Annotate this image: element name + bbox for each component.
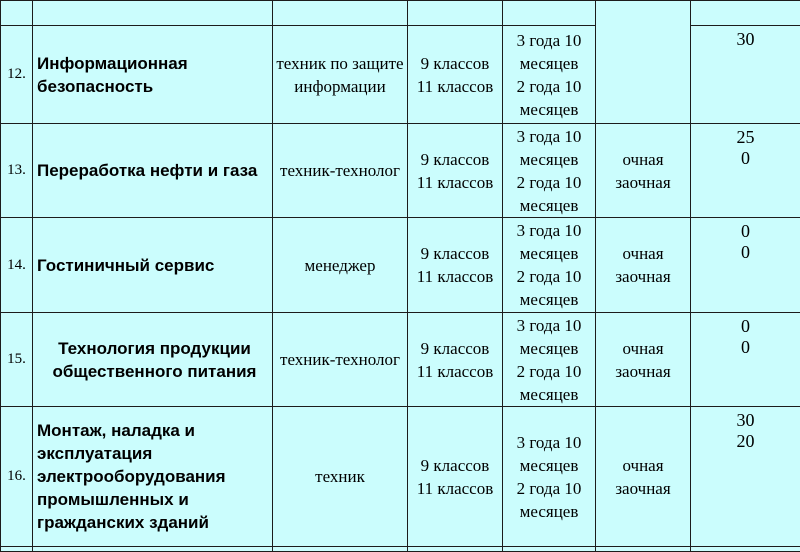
base-line: 9 классов	[408, 148, 502, 171]
row-number: 14.	[1, 218, 33, 313]
base-line: 9 классов	[408, 52, 502, 75]
specialty-name: Монтаж, наладка и эксплуатация электрооборудования промышленных и гражданских зданий	[33, 407, 273, 547]
specialty-name: Гостиничный сервис	[33, 218, 273, 313]
table-row	[1, 407, 800, 547]
term-line: 3 года 10	[503, 125, 595, 148]
admission-plan	[691, 407, 800, 547]
plan-value: 30	[691, 29, 800, 50]
base-line: 11 классов	[408, 265, 502, 288]
plan-value: 0	[691, 242, 800, 263]
education-base	[408, 124, 503, 218]
header-cell	[408, 1, 503, 26]
form-line: очная	[596, 337, 690, 360]
qualification: техник-технолог	[273, 124, 408, 218]
footer-cell	[596, 547, 691, 552]
form-line: заочная	[596, 265, 690, 288]
row-number: 15.	[1, 313, 33, 407]
study-term	[503, 26, 596, 124]
plan-value: 20	[691, 431, 800, 452]
plan-value: 0	[691, 221, 800, 242]
plan-value: 25	[691, 127, 800, 148]
education-base	[408, 26, 503, 124]
qualification: техник-технолог	[273, 313, 408, 407]
row-number: 16.	[1, 407, 33, 547]
qualification: техник по защите информации	[273, 26, 408, 124]
education-base	[408, 313, 503, 407]
header-cell	[33, 1, 273, 26]
header-cell	[1, 1, 33, 26]
form-line: очная	[596, 148, 690, 171]
specialty-name: Информационная безопасность	[33, 26, 273, 124]
footer-cell	[503, 547, 596, 552]
table-row	[1, 26, 800, 124]
table-row	[1, 124, 800, 218]
term-line: 3 года 10	[503, 219, 595, 242]
admission-plan	[691, 218, 800, 313]
header-cell	[273, 1, 408, 26]
footer-cell	[33, 547, 273, 552]
base-line: 9 классов	[408, 454, 502, 477]
study-term	[503, 124, 596, 218]
plan-value: 0	[691, 337, 800, 358]
term-line: месяцев	[503, 454, 595, 477]
term-line: месяцев	[503, 500, 595, 523]
study-term	[503, 218, 596, 313]
admission-plan	[691, 26, 800, 124]
plan-value: 0	[691, 316, 800, 337]
footer-cell	[273, 547, 408, 552]
base-line: 11 классов	[408, 360, 502, 383]
term-line: месяцев	[503, 194, 595, 217]
term-line: месяцев	[503, 337, 595, 360]
specialty-name: Технология продукции общественного питания	[33, 313, 273, 407]
term-line: месяцев	[503, 242, 595, 265]
term-line: 3 года 10	[503, 314, 595, 337]
header-row-stub	[1, 1, 800, 26]
study-form	[596, 26, 691, 124]
term-line: 3 года 10	[503, 431, 595, 454]
header-cell	[691, 1, 800, 26]
base-line: 9 классов	[408, 242, 502, 265]
term-line: месяцев	[503, 288, 595, 311]
study-form	[596, 407, 691, 547]
term-line: 2 года 10	[503, 171, 595, 194]
plan-value: 0	[691, 148, 800, 169]
term-line: 2 года 10	[503, 360, 595, 383]
term-line: месяцев	[503, 98, 595, 121]
header-cell	[596, 1, 691, 26]
form-line: заочная	[596, 171, 690, 194]
specialty-name: Переработка нефти и газа	[33, 124, 273, 218]
form-line: заочная	[596, 477, 690, 500]
admission-plan	[691, 313, 800, 407]
term-line: 2 года 10	[503, 265, 595, 288]
header-cell	[503, 1, 596, 26]
form-line: очная	[596, 454, 690, 477]
term-line: 2 года 10	[503, 75, 595, 98]
footer-cell	[1, 547, 33, 552]
study-form	[596, 218, 691, 313]
term-line: 3 года 10	[503, 29, 595, 52]
education-base	[408, 218, 503, 313]
table-row	[1, 313, 800, 407]
table-row	[1, 218, 800, 313]
term-line: месяцев	[503, 383, 595, 406]
base-line: 11 классов	[408, 171, 502, 194]
base-line: 11 классов	[408, 75, 502, 98]
qualification: техник	[273, 407, 408, 547]
term-line: месяцев	[503, 148, 595, 171]
admission-plan	[691, 124, 800, 218]
study-term	[503, 313, 596, 407]
study-term	[503, 407, 596, 547]
footer-cell	[408, 547, 503, 552]
form-line: очная	[596, 242, 690, 265]
row-number: 13.	[1, 124, 33, 218]
base-line: 11 классов	[408, 477, 502, 500]
study-form	[596, 124, 691, 218]
qualification: менеджер	[273, 218, 408, 313]
education-base	[408, 407, 503, 547]
footer-cell	[691, 547, 800, 552]
term-line: месяцев	[503, 52, 595, 75]
study-form	[596, 313, 691, 407]
plan-value: 30	[691, 410, 800, 431]
term-line: 2 года 10	[503, 477, 595, 500]
base-line: 9 классов	[408, 337, 502, 360]
table-row-stub	[1, 547, 800, 552]
row-number: 12.	[1, 26, 33, 124]
form-line: заочная	[596, 360, 690, 383]
